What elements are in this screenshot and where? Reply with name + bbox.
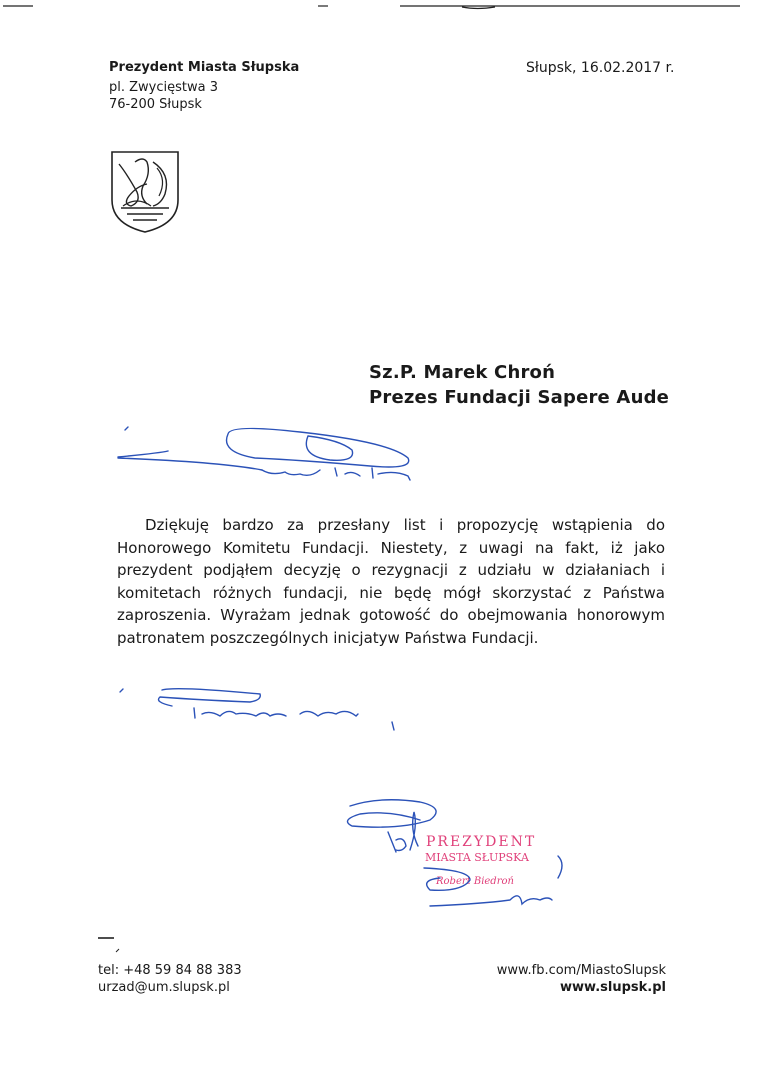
stamp-person: Robert Biedroń [436,876,514,887]
letter-date: Słupsk, 16.02.2017 r. [526,60,675,76]
sender-address-line1: pl. Zwycięstwa 3 [109,80,218,95]
body-paragraph: Dziękuję bardzo za przesłany list i propozycję wstąpienia do Honorowego Komitetu Fundacji. Niestety, z uwagi na fakt, iż jako prezydent podjąłem decyzję o rezygnacji z udziału w działaniach i komitetach różnych fundacji, nie będę mógł skorzystać z Państwa zaproszenia. Wyrażam jednak gotowość do obejmowania honorowym patronatem poszczególnych inicjatyw Państwa Fundacji. [117,516,665,647]
footer-facebook[interactable]: www.fb.com/MiastoSlupsk [496,963,666,978]
footer-website[interactable]: www.slupsk.pl [560,980,666,995]
stamp-city: MIASTA SŁUPSKA [425,851,529,864]
stamp-title: PREZYDENT [426,834,537,850]
footer-phone: tel: +48 59 84 88 383 [98,963,242,978]
recipient-title: Prezes Fundacji Sapere Aude [369,387,670,408]
footer-email[interactable]: urzad@um.slupsk.pl [98,980,230,995]
recipient-name: Sz.P. Marek Chroń [369,362,556,383]
footer-mark [96,934,136,964]
sender-name: Prezydent Miasta Słupska [109,60,300,75]
sender-address-line2: 76-200 Słupsk [109,97,202,112]
